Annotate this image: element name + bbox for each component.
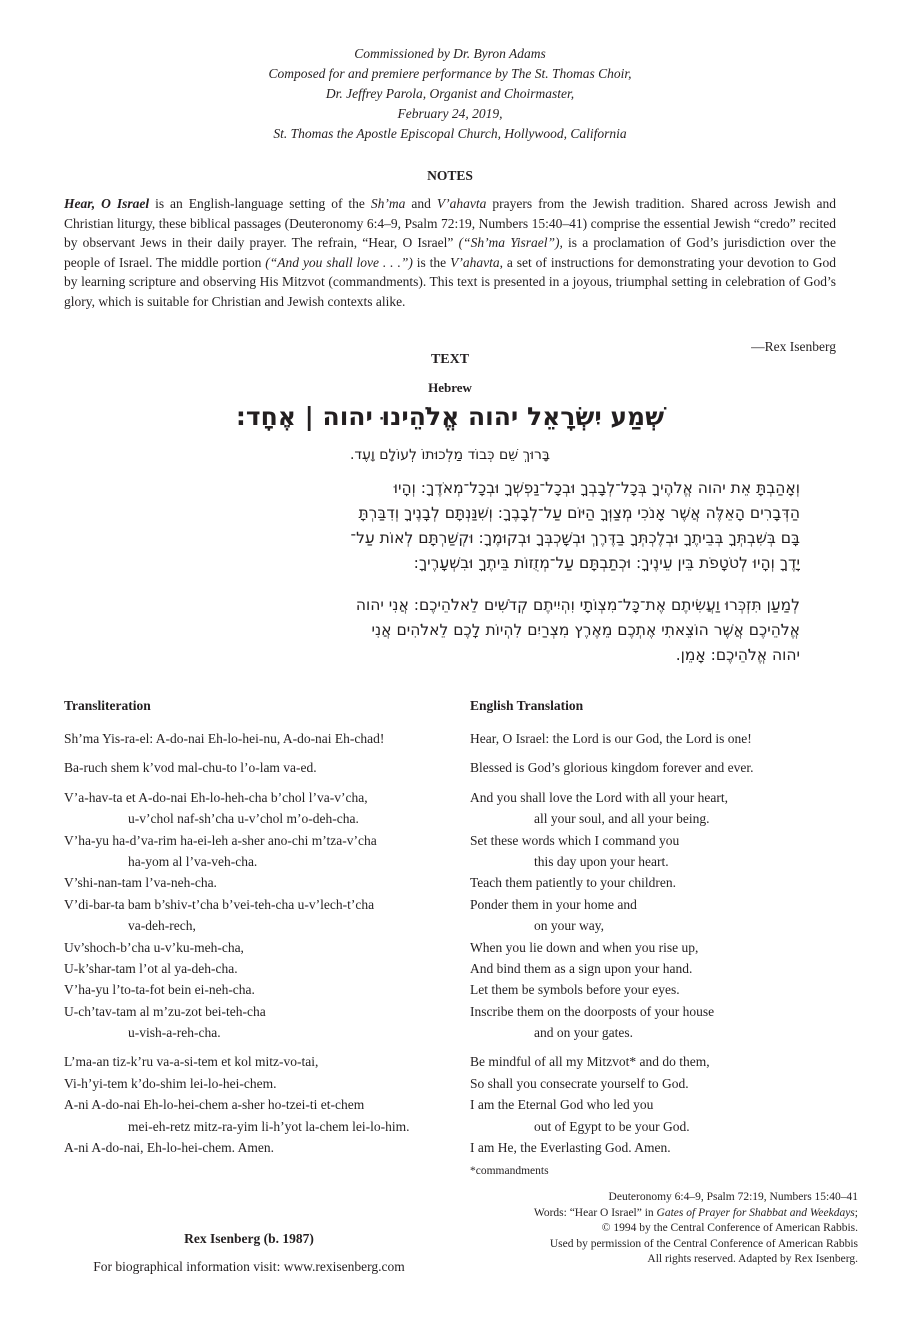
composer-bio-link: For biographical information visit: www.rexisenberg.com <box>93 1259 405 1274</box>
notes-text: prayers from the Jewish tradition. Shared across Jewish and Christian liturgy, these biblical passages (Deuteronomy 6:4–9, Psalm 72:19, Numbers 15:40–41) comprise the essential Jewish “credo” recited by observant Jews in their daily prayer. The refrain, “Hear, O Israel” <box>64 196 836 250</box>
credits-text: ; <box>854 1206 858 1219</box>
notes-text: and <box>405 196 437 211</box>
notes-signature: —Rex Isenberg <box>751 339 836 354</box>
credits-line: Deuteronomy 6:4–9, Psalm 72:19, Numbers 15:40–41 <box>608 1191 858 1203</box>
english-line: out of Egypt to be your God. <box>534 1118 690 1134</box>
english-line: And bind them as a sign upon your hand. <box>470 960 693 976</box>
notes-paragraph <box>64 194 836 311</box>
english-line: and on your gates. <box>534 1025 633 1041</box>
commission-line: February 24, 2019, <box>397 106 503 121</box>
english-line: this day upon your heart. <box>534 853 669 869</box>
translit-line: mei-eh-retz mitz-ra-yim li-h’yot la-chem lei-lo-him. <box>128 1118 410 1134</box>
hebrew-baruch-line: בָּרוּךְ שֵׁם כְּבוֹד מַלְכוּתוֹ לְעוֹלָם וָעֶד. <box>349 447 551 463</box>
english-line: Teach them patiently to your children. <box>470 875 676 891</box>
notes-italic-shma: Sh’ma <box>370 196 406 211</box>
translit-line: Vi-h’yi-tem k’do-shim lei-lo-hei-chem. <box>64 1075 277 1091</box>
hebrew-line: אֱלֹהֵיכֶם אֲשֶׁר הוֹצֵאתִי אֶתְכֶם מֵאֶרֶץ מִצְרַיִם לִהְיוֹת לָכֶם לֵאלֹהִים אֲנִי <box>371 621 800 639</box>
translit-line: Sh’ma Yis-ra-el: A-do-nai Eh-lo-hei-nu, A-do-nai Eh-chad! <box>64 731 385 746</box>
translit-line: V’di-bar-ta bam b’shiv-t’cha b’vei-teh-cha u-v’lech-t’cha <box>64 896 375 912</box>
english-translation-heading: English Translation <box>470 698 584 713</box>
commission-line: Dr. Jeffrey Parola, Organist and Choirmaster, <box>325 86 575 101</box>
translit-line: Ba-ruch shem k’vod mal-chu-to l’o-lam va-ed. <box>64 760 317 776</box>
english-line: Be mindful of all my Mitzvot* and do them, <box>470 1054 710 1070</box>
transliteration-column <box>64 728 464 1158</box>
english-line: on your way, <box>534 918 604 934</box>
translit-line: L’ma-an tiz-k’ru va-a-si-tem et kol mitz-vo-tai, <box>64 1054 319 1070</box>
credits-text: Words: “Hear O Israel” in <box>533 1206 657 1219</box>
notes-italic-vahavta: V’ahavta <box>436 196 487 211</box>
translit-line: V’ha-yu ha-d’va-rim ha-ei-leh a-sher ano-chi m’tza-v’cha <box>64 832 377 848</box>
notes-italic-vahavta: V’ahavta <box>450 254 500 270</box>
translit-line: U-ch’tav-tam al m’zu-zot bei-teh-cha <box>64 1003 266 1019</box>
commission-line: Composed for and premiere performance by The St. Thomas Choir, <box>268 66 632 81</box>
credits-line <box>438 1206 858 1222</box>
commission-line: St. Thomas the Apostle Episcopal Church, Hollywood, California <box>273 126 627 141</box>
english-translation-column <box>470 728 870 1158</box>
english-line: Set these words which I command you <box>470 832 680 848</box>
translit-line: V’a-hav-ta et A-do-nai Eh-lo-heh-cha b’chol l’va-v’cha, <box>64 789 368 805</box>
english-line: Blessed is God’s glorious kingdom forever and ever. <box>470 760 754 776</box>
translit-line: Uv’shoch-b’cha u-v’ku-meh-cha, <box>64 939 244 955</box>
commandments-footnote: *commandments <box>470 1165 549 1177</box>
translit-line: A-ni A-do-nai, Eh-lo-hei-chem. Amen. <box>64 1140 274 1156</box>
hebrew-vahavta-paragraph <box>100 476 800 576</box>
commission-block <box>0 44 900 144</box>
notes-heading: NOTES <box>427 168 473 183</box>
credits-book-title: Gates of Prayer for Shabbat and Weekdays <box>656 1206 855 1219</box>
translit-line: ha-yom al l’va-veh-cha. <box>128 853 258 869</box>
credits-line: Used by permission of the Central Conference of American Rabbis <box>549 1237 858 1250</box>
notes-italic-middle: (“And you shall love . . .”) <box>265 254 413 270</box>
hebrew-lmaan-paragraph <box>100 593 800 668</box>
hebrew-line: בָּם בְּשִׁבְתְּךָ בְּבֵיתֶךָ וּבְלֶכְתְּךָ בַדֶּרֶךְ וּבְשָׁכְבְּךָ וּבְקוּמֶךָ: וּקְשַׁרְתָּם לְאוֹת עַל־ <box>350 529 800 547</box>
english-line: I am the Eternal God who led you <box>470 1097 654 1113</box>
hebrew-line: לְמַעַן תִּזְכְּרוּ וַעֲשִׂיתֶם אֶת־כָּל־מִצְוֹתָי וִהְיִיתֶם קְדֹשִׁים לֵאלֹהֵיכֶם: אֲנִי יהוה <box>355 596 800 614</box>
notes-text: is a proclamation of God’s jurisdiction over the people of Israel. The middle portion <box>64 235 836 270</box>
transliteration-heading: Transliteration <box>64 698 151 713</box>
notes-title: Hear, O Israel <box>64 196 150 211</box>
english-line: all your soul, and all your being. <box>534 811 710 827</box>
text-heading: TEXT <box>430 352 470 367</box>
translit-line: A-ni A-do-nai Eh-lo-hei-chem a-sher ho-tzei-ti et-chem <box>64 1097 365 1113</box>
credits-line: All rights reserved. Adapted by Rex Isenberg. <box>647 1253 858 1266</box>
notes-text: , a set of instructions for demonstrating your devotion to God by learning scripture and observing His Mitzvot (commandments). This text is presented in a joyous, triumphal setting in celebration of God’s glory, which is suitable for Christian and Jewish contexts alike. <box>64 254 837 309</box>
english-line: Ponder them in your home and <box>470 896 637 912</box>
translit-line: U-k’shar-tam l’ot al ya-deh-cha. <box>64 960 238 976</box>
translit-line: V’shi-nan-tam l’va-neh-cha. <box>64 875 217 891</box>
english-line: And you shall love the Lord with all your heart, <box>470 789 728 805</box>
text-credits <box>438 1190 858 1268</box>
english-line: Inscribe them on the doorposts of your house <box>470 1003 715 1019</box>
notes-text: is an English-language setting of the <box>149 196 371 211</box>
hebrew-line: וְאָהַבְתָּ אֵת יהוה אֱלֹהֶיךָ בְּכָל־לְבָבְךָ וּבְכָל־נַפְשְׁךָ וּבְכָל־מְאֹדֶךָ: וְהָיוּ <box>393 479 800 497</box>
hebrew-heading: Hebrew <box>428 380 472 395</box>
credits-line: © 1994 by the Central Conference of American Rabbis. <box>601 1222 858 1235</box>
composer-name: Rex Isenberg (b. 1987) <box>184 1231 314 1246</box>
hebrew-line: יהוה אֱלֹהֵיכֶם: אָמֵן. <box>675 646 800 664</box>
translit-line: V’ha-yu l’to-ta-fot bein ei-neh-cha. <box>64 982 255 998</box>
translit-line: va-deh-rech, <box>128 918 196 934</box>
english-line: So shall you consecrate yourself to God. <box>470 1075 689 1091</box>
notes-text: is the <box>412 254 451 270</box>
hebrew-line: יָדֶךָ וְהָיוּ לְטֹטָפֹת בֵּין עֵינֶיךָ: וּכְתַבְתָּם עַל־מְזֻזוֹת בֵּיתֶךָ וּבִשְׁעָרֶיךָ: <box>413 554 800 572</box>
translit-line: u-vish-a-reh-cha. <box>128 1025 221 1041</box>
translit-line: u-v’chol naf-sh’cha u-v’chol m’o-deh-cha. <box>128 811 359 827</box>
hebrew-line: הַדְּבָרִים הָאֵלֶּה אֲשֶׁר אָנֹכִי מְצַוְּךָ הַיּוֹם עַל־לְבָבֶךָ: וְשִׁנַּנְתָּם לְבָנֶיךָ וְדִבַּרְתָּ <box>358 504 800 522</box>
english-line: Hear, O Israel: the Lord is our God, the Lord is one! <box>470 731 752 746</box>
hebrew-shma-line: שְׁמַע יִשְׂרָאֵל יהוה אֱלֹהֵינוּ יהוה | אֶחָד: <box>235 402 665 431</box>
english-line: I am He, the Everlasting God. Amen. <box>470 1140 671 1156</box>
english-line: When you lie down and when you rise up, <box>470 939 699 955</box>
english-line: Let them be symbols before your eyes. <box>470 982 680 998</box>
notes-italic-refrain: (“Sh’ma Yisrael”), <box>458 235 563 250</box>
commission-line: Commissioned by Dr. Byron Adams <box>354 46 546 61</box>
